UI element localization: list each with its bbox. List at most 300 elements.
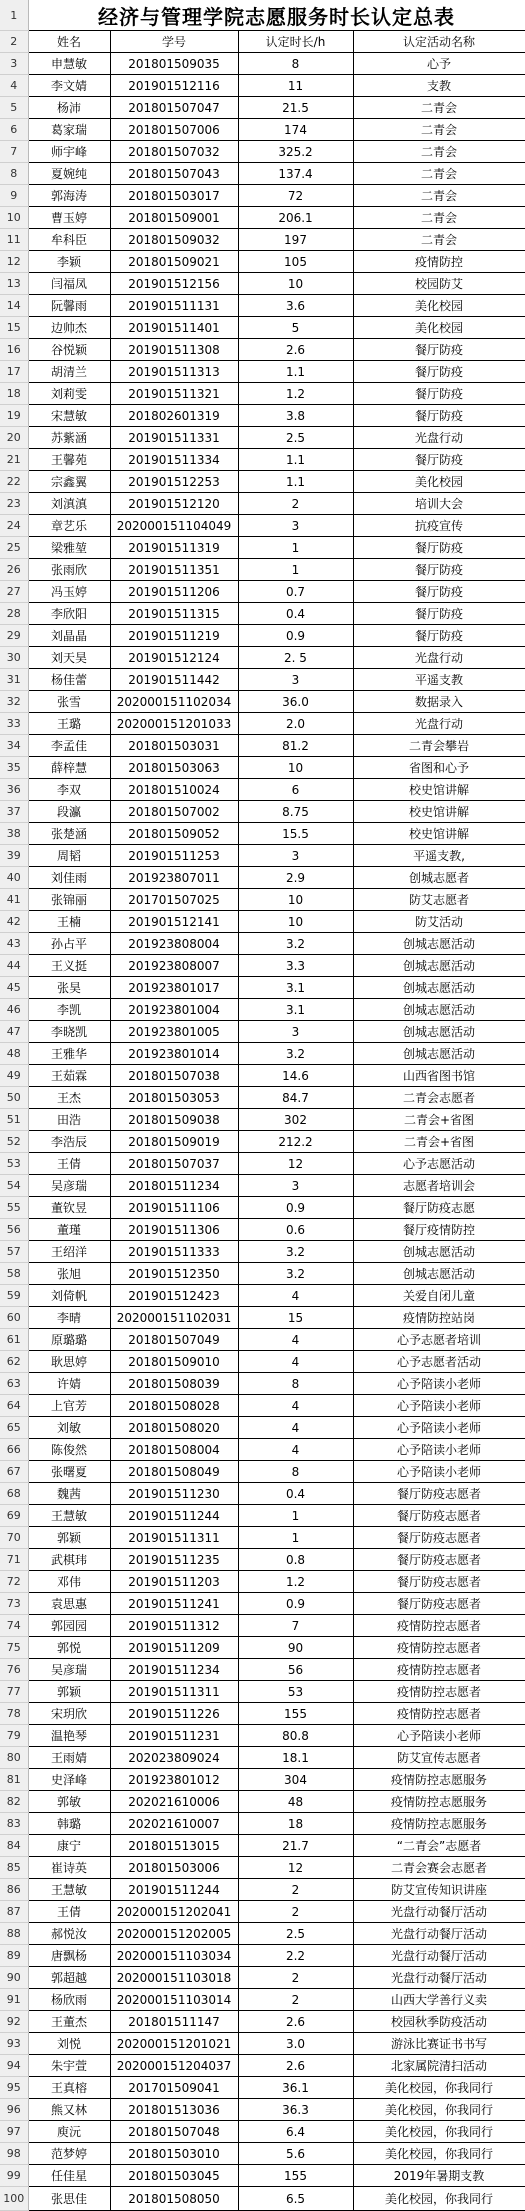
name-cell[interactable]: 董瑾 <box>28 1219 110 1241</box>
row-number[interactable]: 39 <box>0 845 28 867</box>
name-cell[interactable]: 唐飘杨 <box>28 1945 110 1967</box>
hours-cell[interactable]: 2.5 <box>238 427 353 449</box>
activity-cell[interactable]: 疫情防控志愿服务 <box>353 1813 525 1835</box>
row-number[interactable]: 84 <box>0 1835 28 1857</box>
name-cell[interactable]: 刘滇滇 <box>28 493 110 515</box>
student-id-cell[interactable]: 201901511244 <box>110 1505 238 1527</box>
row-number[interactable]: 24 <box>0 515 28 537</box>
activity-cell[interactable]: 校园秋季防疫活动 <box>353 2011 525 2033</box>
name-cell[interactable]: 任佳星 <box>28 2165 110 2187</box>
name-cell[interactable]: 冯玉婷 <box>28 581 110 603</box>
row-number[interactable]: 44 <box>0 955 28 977</box>
row-number[interactable]: 58 <box>0 1263 28 1285</box>
student-id-cell[interactable]: 201901511306 <box>110 1219 238 1241</box>
student-id-cell[interactable]: 201901511203 <box>110 1571 238 1593</box>
activity-cell[interactable]: 疫情防控 <box>353 251 525 273</box>
student-id-cell[interactable]: 201901511442 <box>110 669 238 691</box>
row-number[interactable]: 65 <box>0 1417 28 1439</box>
row-number[interactable]: 18 <box>0 383 28 405</box>
hours-cell[interactable]: 3.2 <box>238 1043 353 1065</box>
activity-cell[interactable]: 二青会 <box>353 229 525 251</box>
student-id-cell[interactable]: 202000151201033 <box>110 713 238 735</box>
activity-cell[interactable]: 二青会 <box>353 97 525 119</box>
activity-cell[interactable]: 餐厅防疫 <box>353 559 525 581</box>
activity-cell[interactable]: 餐厅防疫志愿者 <box>353 1549 525 1571</box>
row-number[interactable]: 31 <box>0 669 28 691</box>
activity-cell[interactable]: 游泳比赛证书书写 <box>353 2033 525 2055</box>
hours-cell[interactable]: 1 <box>238 1505 353 1527</box>
student-id-cell[interactable]: 201901511253 <box>110 845 238 867</box>
activity-cell[interactable]: 美化校园，你我同行 <box>353 2099 525 2121</box>
row-number[interactable]: 8 <box>0 163 28 185</box>
row-number[interactable]: 76 <box>0 1659 28 1681</box>
row-number[interactable]: 22 <box>0 471 28 493</box>
activity-cell[interactable]: 创城志愿者 <box>353 867 525 889</box>
hours-cell[interactable]: 2 <box>238 1967 353 1989</box>
activity-cell[interactable]: 餐厅防疫志愿者 <box>353 1483 525 1505</box>
row-number[interactable]: 73 <box>0 1593 28 1615</box>
name-cell[interactable]: 李颖 <box>28 251 110 273</box>
activity-cell[interactable]: 疫情防控志愿者 <box>353 1659 525 1681</box>
activity-cell[interactable]: 光盘行动餐厅活动 <box>353 1901 525 1923</box>
hours-cell[interactable]: 325.2 <box>238 141 353 163</box>
name-cell[interactable]: 刘佳雨 <box>28 867 110 889</box>
activity-cell[interactable]: 餐厅防疫志愿者 <box>353 1505 525 1527</box>
row-number[interactable]: 79 <box>0 1725 28 1747</box>
activity-cell[interactable]: 心予陪读小老师 <box>353 1417 525 1439</box>
name-cell[interactable]: 葛家瑞 <box>28 119 110 141</box>
hours-cell[interactable]: 3.2 <box>238 1263 353 1285</box>
student-id-cell[interactable]: 201923801014 <box>110 1043 238 1065</box>
student-id-cell[interactable]: 201901512423 <box>110 1285 238 1307</box>
hours-cell[interactable]: 4 <box>238 1351 353 1373</box>
name-cell[interactable]: 原璐璐 <box>28 1329 110 1351</box>
student-id-cell[interactable]: 201901511226 <box>110 1703 238 1725</box>
student-id-cell[interactable]: 201923801005 <box>110 1021 238 1043</box>
row-number[interactable]: 56 <box>0 1219 28 1241</box>
row-number[interactable]: 5 <box>0 97 28 119</box>
hours-cell[interactable]: 8 <box>238 1373 353 1395</box>
hours-cell[interactable]: 18.1 <box>238 1747 353 1769</box>
name-cell[interactable]: 宗鑫翼 <box>28 471 110 493</box>
hours-cell[interactable]: 2.0 <box>238 713 353 735</box>
row-number[interactable]: 86 <box>0 1879 28 1901</box>
row-number[interactable]: 27 <box>0 581 28 603</box>
student-id-cell[interactable]: 201701507025 <box>110 889 238 911</box>
row-number[interactable]: 17 <box>0 361 28 383</box>
activity-cell[interactable]: 美化校园 <box>353 317 525 339</box>
name-cell[interactable]: 郭颖 <box>28 1527 110 1549</box>
student-id-cell[interactable]: 202000151102034 <box>110 691 238 713</box>
hours-cell[interactable]: 3.2 <box>238 1241 353 1263</box>
hours-cell[interactable]: 212.2 <box>238 1131 353 1153</box>
name-cell[interactable]: 吴彦瑞 <box>28 1175 110 1197</box>
student-id-cell[interactable]: 202000151102031 <box>110 1307 238 1329</box>
name-cell[interactable]: 魏茜 <box>28 1483 110 1505</box>
hours-cell[interactable]: 4 <box>238 1329 353 1351</box>
name-cell[interactable]: 耿思婷 <box>28 1351 110 1373</box>
name-cell[interactable]: 张昊 <box>28 977 110 999</box>
activity-cell[interactable]: 2019年暑期支教 <box>353 2165 525 2187</box>
student-id-cell[interactable]: 201901512124 <box>110 647 238 669</box>
student-id-cell[interactable]: 201801509019 <box>110 1131 238 1153</box>
row-number[interactable]: 87 <box>0 1901 28 1923</box>
hours-cell[interactable]: 155 <box>238 1703 353 1725</box>
student-id-cell[interactable]: 201801509038 <box>110 1109 238 1131</box>
activity-cell[interactable]: 餐厅防疫 <box>353 625 525 647</box>
row-number[interactable]: 43 <box>0 933 28 955</box>
hours-cell[interactable]: 3 <box>238 669 353 691</box>
name-cell[interactable]: 陈俊然 <box>28 1439 110 1461</box>
hours-cell[interactable]: 2 <box>238 1989 353 2011</box>
student-id-cell[interactable]: 201923807011 <box>110 867 238 889</box>
name-cell[interactable]: 温艳琴 <box>28 1725 110 1747</box>
hours-cell[interactable]: 4 <box>238 1417 353 1439</box>
activity-cell[interactable]: 心予志愿者培训 <box>353 1329 525 1351</box>
student-id-cell[interactable]: 201901511321 <box>110 383 238 405</box>
name-cell[interactable]: 薛梓慧 <box>28 757 110 779</box>
header-hours[interactable]: 认定时长/h <box>238 31 353 53</box>
student-id-cell[interactable]: 201901511206 <box>110 581 238 603</box>
activity-cell[interactable]: 创城志愿活动 <box>353 955 525 977</box>
student-id-cell[interactable]: 201901512116 <box>110 75 238 97</box>
student-id-cell[interactable]: 201923801004 <box>110 999 238 1021</box>
activity-cell[interactable]: 二青会+省图 <box>353 1109 525 1131</box>
name-cell[interactable]: 李孟佳 <box>28 735 110 757</box>
student-id-cell[interactable]: 201901511106 <box>110 1197 238 1219</box>
hours-cell[interactable]: 1 <box>238 537 353 559</box>
name-cell[interactable]: 郭海涛 <box>28 185 110 207</box>
row-number[interactable]: 21 <box>0 449 28 471</box>
row-number[interactable]: 89 <box>0 1945 28 1967</box>
row-number[interactable]: 95 <box>0 2077 28 2099</box>
hours-cell[interactable]: 5.6 <box>238 2143 353 2165</box>
student-id-cell[interactable]: 201801503053 <box>110 1087 238 1109</box>
hours-cell[interactable]: 53 <box>238 1681 353 1703</box>
row-number[interactable]: 72 <box>0 1571 28 1593</box>
name-cell[interactable]: 张雪 <box>28 691 110 713</box>
hours-cell[interactable]: 1.1 <box>238 361 353 383</box>
row-number[interactable]: 59 <box>0 1285 28 1307</box>
student-id-cell[interactable]: 201801509010 <box>110 1351 238 1373</box>
row-number[interactable]: 28 <box>0 603 28 625</box>
activity-cell[interactable]: 餐厅防疫 <box>353 361 525 383</box>
activity-cell[interactable]: 关爱自闭儿童 <box>353 1285 525 1307</box>
activity-cell[interactable]: 美化校园，你我同行 <box>353 2121 525 2143</box>
hours-cell[interactable]: 4 <box>238 1285 353 1307</box>
hours-cell[interactable]: 72 <box>238 185 353 207</box>
hours-cell[interactable]: 2. 5 <box>238 647 353 669</box>
student-id-cell[interactable]: 201901511308 <box>110 339 238 361</box>
name-cell[interactable]: 刘倚帆 <box>28 1285 110 1307</box>
activity-cell[interactable]: 志愿者培训会 <box>353 1175 525 1197</box>
name-cell[interactable]: 田浩 <box>28 1109 110 1131</box>
row-number[interactable]: 57 <box>0 1241 28 1263</box>
hours-cell[interactable]: 36.3 <box>238 2099 353 2121</box>
student-id-cell[interactable]: 201801510024 <box>110 779 238 801</box>
hours-cell[interactable]: 3.8 <box>238 405 353 427</box>
name-cell[interactable]: 庾沅 <box>28 2121 110 2143</box>
student-id-cell[interactable]: 201901511234 <box>110 1659 238 1681</box>
student-id-cell[interactable]: 202000151104049 <box>110 515 238 537</box>
student-id-cell[interactable]: 201901511312 <box>110 1615 238 1637</box>
row-number[interactable]: 20 <box>0 427 28 449</box>
row-number[interactable]: 40 <box>0 867 28 889</box>
student-id-cell[interactable]: 201901511230 <box>110 1483 238 1505</box>
student-id-cell[interactable]: 201923801012 <box>110 1769 238 1791</box>
student-id-cell[interactable]: 201801509035 <box>110 53 238 75</box>
hours-cell[interactable]: 10 <box>238 889 353 911</box>
row-number[interactable]: 99 <box>0 2165 28 2187</box>
student-id-cell[interactable]: 202000151103034 <box>110 1945 238 1967</box>
name-cell[interactable]: 郭悦 <box>28 1637 110 1659</box>
hours-cell[interactable]: 18 <box>238 1813 353 1835</box>
hours-cell[interactable]: 4 <box>238 1395 353 1417</box>
student-id-cell[interactable]: 201801508039 <box>110 1373 238 1395</box>
hours-cell[interactable]: 3.6 <box>238 295 353 317</box>
student-id-cell[interactable]: 201901512120 <box>110 493 238 515</box>
name-cell[interactable]: 武棋玮 <box>28 1549 110 1571</box>
activity-cell[interactable]: 光盘行动餐厅活动 <box>353 1945 525 1967</box>
row-number[interactable]: 38 <box>0 823 28 845</box>
hours-cell[interactable]: 3 <box>238 1175 353 1197</box>
name-cell[interactable]: 范梦婷 <box>28 2143 110 2165</box>
hours-cell[interactable]: 174 <box>238 119 353 141</box>
student-id-cell[interactable]: 201801503031 <box>110 735 238 757</box>
hours-cell[interactable]: 206.1 <box>238 207 353 229</box>
row-number[interactable]: 34 <box>0 735 28 757</box>
activity-cell[interactable]: 美化校园，你我同行 <box>353 2077 525 2099</box>
student-id-cell[interactable]: 201801507043 <box>110 163 238 185</box>
row-number[interactable]: 100 <box>0 2187 28 2211</box>
hours-cell[interactable]: 0.8 <box>238 1549 353 1571</box>
student-id-cell[interactable]: 201901512141 <box>110 911 238 933</box>
activity-cell[interactable]: 数据录入 <box>353 691 525 713</box>
row-number[interactable]: 70 <box>0 1527 28 1549</box>
header-student-id[interactable]: 学号 <box>110 31 238 53</box>
name-cell[interactable]: 胡清兰 <box>28 361 110 383</box>
name-cell[interactable]: 阮馨雨 <box>28 295 110 317</box>
row-number[interactable]: 42 <box>0 911 28 933</box>
hours-cell[interactable]: 4 <box>238 1439 353 1461</box>
student-id-cell[interactable]: 201801509032 <box>110 229 238 251</box>
student-id-cell[interactable]: 201901511313 <box>110 361 238 383</box>
activity-cell[interactable]: 餐厅防疫志愿者 <box>353 1527 525 1549</box>
name-cell[interactable]: 郭超越 <box>28 1967 110 1989</box>
student-id-cell[interactable]: 202023809024 <box>110 1747 238 1769</box>
activity-cell[interactable]: 光盘行动 <box>353 647 525 669</box>
hours-cell[interactable]: 2.9 <box>238 867 353 889</box>
activity-cell[interactable]: 心予陪读小老师 <box>353 1439 525 1461</box>
row-number[interactable]: 36 <box>0 779 28 801</box>
activity-cell[interactable]: 光盘行动餐厅活动 <box>353 1923 525 1945</box>
student-id-cell[interactable]: 201901512156 <box>110 273 238 295</box>
activity-cell[interactable]: 校史馆讲解 <box>353 801 525 823</box>
row-number[interactable]: 52 <box>0 1131 28 1153</box>
name-cell[interactable]: 王倩 <box>28 1901 110 1923</box>
name-cell[interactable]: 李晓凯 <box>28 1021 110 1043</box>
row-number[interactable]: 96 <box>0 2099 28 2121</box>
hours-cell[interactable]: 137.4 <box>238 163 353 185</box>
hours-cell[interactable]: 3.3 <box>238 955 353 977</box>
student-id-cell[interactable]: 201801507049 <box>110 1329 238 1351</box>
row-number[interactable]: 66 <box>0 1439 28 1461</box>
sheet-title[interactable]: 经济与管理学院志愿服务时长认定总表 <box>28 0 525 31</box>
name-cell[interactable]: 李晴 <box>28 1307 110 1329</box>
student-id-cell[interactable]: 201901511351 <box>110 559 238 581</box>
row-number[interactable]: 80 <box>0 1747 28 1769</box>
activity-cell[interactable]: 山西省图书馆 <box>353 1065 525 1087</box>
student-id-cell[interactable]: 201901511315 <box>110 603 238 625</box>
hours-cell[interactable]: 0.6 <box>238 1219 353 1241</box>
name-cell[interactable]: 师宇峰 <box>28 141 110 163</box>
hours-cell[interactable]: 90 <box>238 1637 353 1659</box>
hours-cell[interactable]: 11 <box>238 75 353 97</box>
hours-cell[interactable]: 5 <box>238 317 353 339</box>
student-id-cell[interactable]: 201801508028 <box>110 1395 238 1417</box>
name-cell[interactable]: 张曙夏 <box>28 1461 110 1483</box>
row-number[interactable]: 49 <box>0 1065 28 1087</box>
activity-cell[interactable]: 餐厅防疫志愿 <box>353 1197 525 1219</box>
row-number[interactable]: 23 <box>0 493 28 515</box>
row-number[interactable]: 48 <box>0 1043 28 1065</box>
name-cell[interactable]: 郭颖 <box>28 1681 110 1703</box>
row-number[interactable]: 93 <box>0 2033 28 2055</box>
activity-cell[interactable]: 二青会 <box>353 163 525 185</box>
student-id-cell[interactable]: 201801507048 <box>110 2121 238 2143</box>
student-id-cell[interactable]: 202000151202005 <box>110 1923 238 1945</box>
header-name[interactable]: 姓名 <box>28 31 110 53</box>
row-number[interactable]: 50 <box>0 1087 28 1109</box>
name-cell[interactable]: 李文婧 <box>28 75 110 97</box>
student-id-cell[interactable]: 201901511209 <box>110 1637 238 1659</box>
header-activity[interactable]: 认定活动名称 <box>353 31 525 53</box>
student-id-cell[interactable]: 201801508004 <box>110 1439 238 1461</box>
student-id-cell[interactable]: 201801507002 <box>110 801 238 823</box>
row-number[interactable]: 75 <box>0 1637 28 1659</box>
row-number[interactable]: 16 <box>0 339 28 361</box>
name-cell[interactable]: 王楠 <box>28 911 110 933</box>
row-number[interactable]: 55 <box>0 1197 28 1219</box>
name-cell[interactable]: 吴彦瑞 <box>28 1659 110 1681</box>
hours-cell[interactable]: 3.1 <box>238 999 353 1021</box>
hours-cell[interactable]: 1.2 <box>238 1571 353 1593</box>
activity-cell[interactable]: 心予志愿活动 <box>353 1153 525 1175</box>
row-number[interactable]: 9 <box>0 185 28 207</box>
hours-cell[interactable]: 21.7 <box>238 1835 353 1857</box>
name-cell[interactable]: 曹玉婷 <box>28 207 110 229</box>
activity-cell[interactable]: “二青会”志愿者 <box>353 1835 525 1857</box>
hours-cell[interactable]: 6.5 <box>238 2187 353 2211</box>
activity-cell[interactable]: 北家属院清扫活动 <box>353 2055 525 2077</box>
hours-cell[interactable]: 197 <box>238 229 353 251</box>
activity-cell[interactable]: 餐厅防疫 <box>353 383 525 405</box>
hours-cell[interactable]: 0.9 <box>238 1197 353 1219</box>
name-cell[interactable]: 杨佳蕾 <box>28 669 110 691</box>
activity-cell[interactable]: 创城志愿活动 <box>353 977 525 999</box>
row-number[interactable]: 94 <box>0 2055 28 2077</box>
row-number[interactable]: 90 <box>0 1967 28 1989</box>
activity-cell[interactable]: 疫情防控志愿者 <box>353 1637 525 1659</box>
row-number[interactable]: 2 <box>0 31 28 53</box>
row-number[interactable]: 29 <box>0 625 28 647</box>
activity-cell[interactable]: 心予陪读小老师 <box>353 1395 525 1417</box>
hours-cell[interactable]: 36.1 <box>238 2077 353 2099</box>
hours-cell[interactable]: 3.0 <box>238 2033 353 2055</box>
row-number[interactable]: 4 <box>0 75 28 97</box>
student-id-cell[interactable]: 201801509052 <box>110 823 238 845</box>
activity-cell[interactable]: 疫情防控站岗 <box>353 1307 525 1329</box>
row-number[interactable]: 26 <box>0 559 28 581</box>
row-number[interactable]: 37 <box>0 801 28 823</box>
row-number[interactable]: 77 <box>0 1681 28 1703</box>
activity-cell[interactable]: 创城志愿活动 <box>353 1263 525 1285</box>
name-cell[interactable]: 董钦昱 <box>28 1197 110 1219</box>
hours-cell[interactable]: 0.4 <box>238 603 353 625</box>
row-number[interactable]: 7 <box>0 141 28 163</box>
hours-cell[interactable]: 81.2 <box>238 735 353 757</box>
name-cell[interactable]: 谷悦颖 <box>28 339 110 361</box>
name-cell[interactable]: 熊又林 <box>28 2099 110 2121</box>
hours-cell[interactable]: 8 <box>238 53 353 75</box>
row-number[interactable]: 91 <box>0 1989 28 2011</box>
row-number[interactable]: 51 <box>0 1109 28 1131</box>
row-number[interactable]: 81 <box>0 1769 28 1791</box>
row-number[interactable]: 3 <box>0 53 28 75</box>
student-id-cell[interactable]: 201901511311 <box>110 1527 238 1549</box>
row-number[interactable]: 41 <box>0 889 28 911</box>
row-number[interactable]: 64 <box>0 1395 28 1417</box>
hours-cell[interactable]: 2.2 <box>238 1945 353 1967</box>
name-cell[interactable]: 章艺乐 <box>28 515 110 537</box>
hours-cell[interactable]: 1 <box>238 559 353 581</box>
student-id-cell[interactable]: 202021610007 <box>110 1813 238 1835</box>
hours-cell[interactable]: 12 <box>238 1857 353 1879</box>
row-number[interactable]: 32 <box>0 691 28 713</box>
activity-cell[interactable]: 餐厅防疫志愿者 <box>353 1593 525 1615</box>
name-cell[interactable]: 王慧敏 <box>28 1879 110 1901</box>
name-cell[interactable]: 梁雅堃 <box>28 537 110 559</box>
name-cell[interactable]: 王董杰 <box>28 2011 110 2033</box>
row-number[interactable]: 69 <box>0 1505 28 1527</box>
student-id-cell[interactable]: 201801503045 <box>110 2165 238 2187</box>
hours-cell[interactable]: 14.6 <box>238 1065 353 1087</box>
activity-cell[interactable]: 平遥支教, <box>353 845 525 867</box>
name-cell[interactable]: 宋慧敏 <box>28 405 110 427</box>
student-id-cell[interactable]: 201923808007 <box>110 955 238 977</box>
name-cell[interactable]: 王义挺 <box>28 955 110 977</box>
activity-cell[interactable]: 校史馆讲解 <box>353 779 525 801</box>
name-cell[interactable]: 夏婉纯 <box>28 163 110 185</box>
activity-cell[interactable]: 光盘行动 <box>353 713 525 735</box>
activity-cell[interactable]: 餐厅防疫 <box>353 339 525 361</box>
name-cell[interactable]: 邓伟 <box>28 1571 110 1593</box>
name-cell[interactable]: 康宁 <box>28 1835 110 1857</box>
student-id-cell[interactable]: 201802601319 <box>110 405 238 427</box>
activity-cell[interactable]: 二青会攀岩 <box>353 735 525 757</box>
student-id-cell[interactable]: 201801503010 <box>110 2143 238 2165</box>
name-cell[interactable]: 边帅杰 <box>28 317 110 339</box>
name-cell[interactable]: 张雨欣 <box>28 559 110 581</box>
hours-cell[interactable]: 3 <box>238 1021 353 1043</box>
hours-cell[interactable]: 12 <box>238 1153 353 1175</box>
hours-cell[interactable]: 2 <box>238 1879 353 1901</box>
row-number[interactable]: 67 <box>0 1461 28 1483</box>
row-number[interactable]: 47 <box>0 1021 28 1043</box>
row-number[interactable]: 62 <box>0 1351 28 1373</box>
activity-cell[interactable]: 省图和心予 <box>353 757 525 779</box>
student-id-cell[interactable]: 201801503063 <box>110 757 238 779</box>
